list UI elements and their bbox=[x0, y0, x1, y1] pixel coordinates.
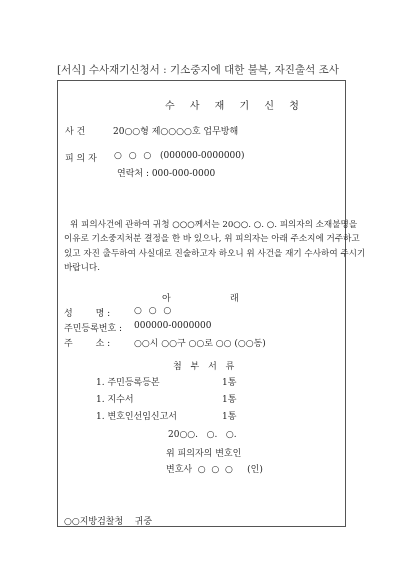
attachment-name: 1. 지수서 bbox=[96, 395, 134, 405]
suspect-contact: 연락처 : 000-000-0000 bbox=[117, 169, 216, 179]
field-label-rrn: 주민등록번호 : bbox=[64, 324, 123, 334]
body-line: 있고 자진 출두하여 사실대로 진술하고자 하오니 위 사건을 재기 수사하여 주시기 bbox=[64, 248, 366, 259]
body-line: 위 피의사건에 관하여 귀청 ○○○께서는 20○○. ○. ○. 피의자의 소재불명을 bbox=[70, 220, 358, 230]
document-date: 20○○. ○. ○. bbox=[168, 430, 237, 440]
case-label: 사 건 bbox=[65, 127, 86, 137]
suspect-name: ○ ○ ○ bbox=[114, 151, 154, 161]
form-caption: [서식] 수사재기신청서 : 기소중지에 대한 불복, 자진출석 조사 bbox=[57, 64, 339, 76]
attachment-qty: 1통 bbox=[222, 412, 237, 422]
case-value: 20○○형 제○○○○호 업무방해 bbox=[113, 127, 239, 137]
recipient: ○○지방검찰청 귀중 bbox=[64, 517, 153, 527]
field-value-address: ○○시 ○○구 ○○로 ○○ (○○동) bbox=[134, 339, 266, 349]
below-heading-right: 래 bbox=[230, 294, 239, 304]
below-heading-left: 아 bbox=[162, 294, 171, 304]
attachment-qty: 1통 bbox=[222, 378, 237, 388]
attachment-name: 1. 주민등록등본 bbox=[96, 378, 160, 388]
attachment-qty: 1통 bbox=[222, 395, 237, 405]
body-line: 이유로 기소중지처분 결정을 한 바 있으나, 위 피의자는 아래 주소지에 거주하고 bbox=[64, 234, 360, 245]
body-line: 바랍니다. bbox=[64, 262, 100, 273]
field-label-address: 주 소 : bbox=[64, 339, 111, 349]
document-title: 수 사 재 기 신 청 bbox=[165, 101, 305, 112]
request-body bbox=[64, 218, 366, 275]
signer-name: 변호사 ○ ○ ○ (인) bbox=[166, 465, 263, 475]
field-value-name: ○ ○ ○ bbox=[134, 306, 174, 316]
document-frame bbox=[57, 80, 366, 527]
attachment-name: 1. 변호인선임신고서 bbox=[96, 412, 178, 422]
attachments-title: 첨 부 서 류 bbox=[173, 362, 238, 372]
field-value-rrn: 000000-0000000 bbox=[134, 321, 212, 331]
field-label-name: 성 명 : bbox=[64, 309, 111, 319]
suspect-rrn: (000000-0000000) bbox=[160, 151, 245, 161]
signer-role: 위 피의자의 변호인 bbox=[166, 449, 242, 459]
suspect-label: 피 의 자 bbox=[65, 154, 97, 164]
